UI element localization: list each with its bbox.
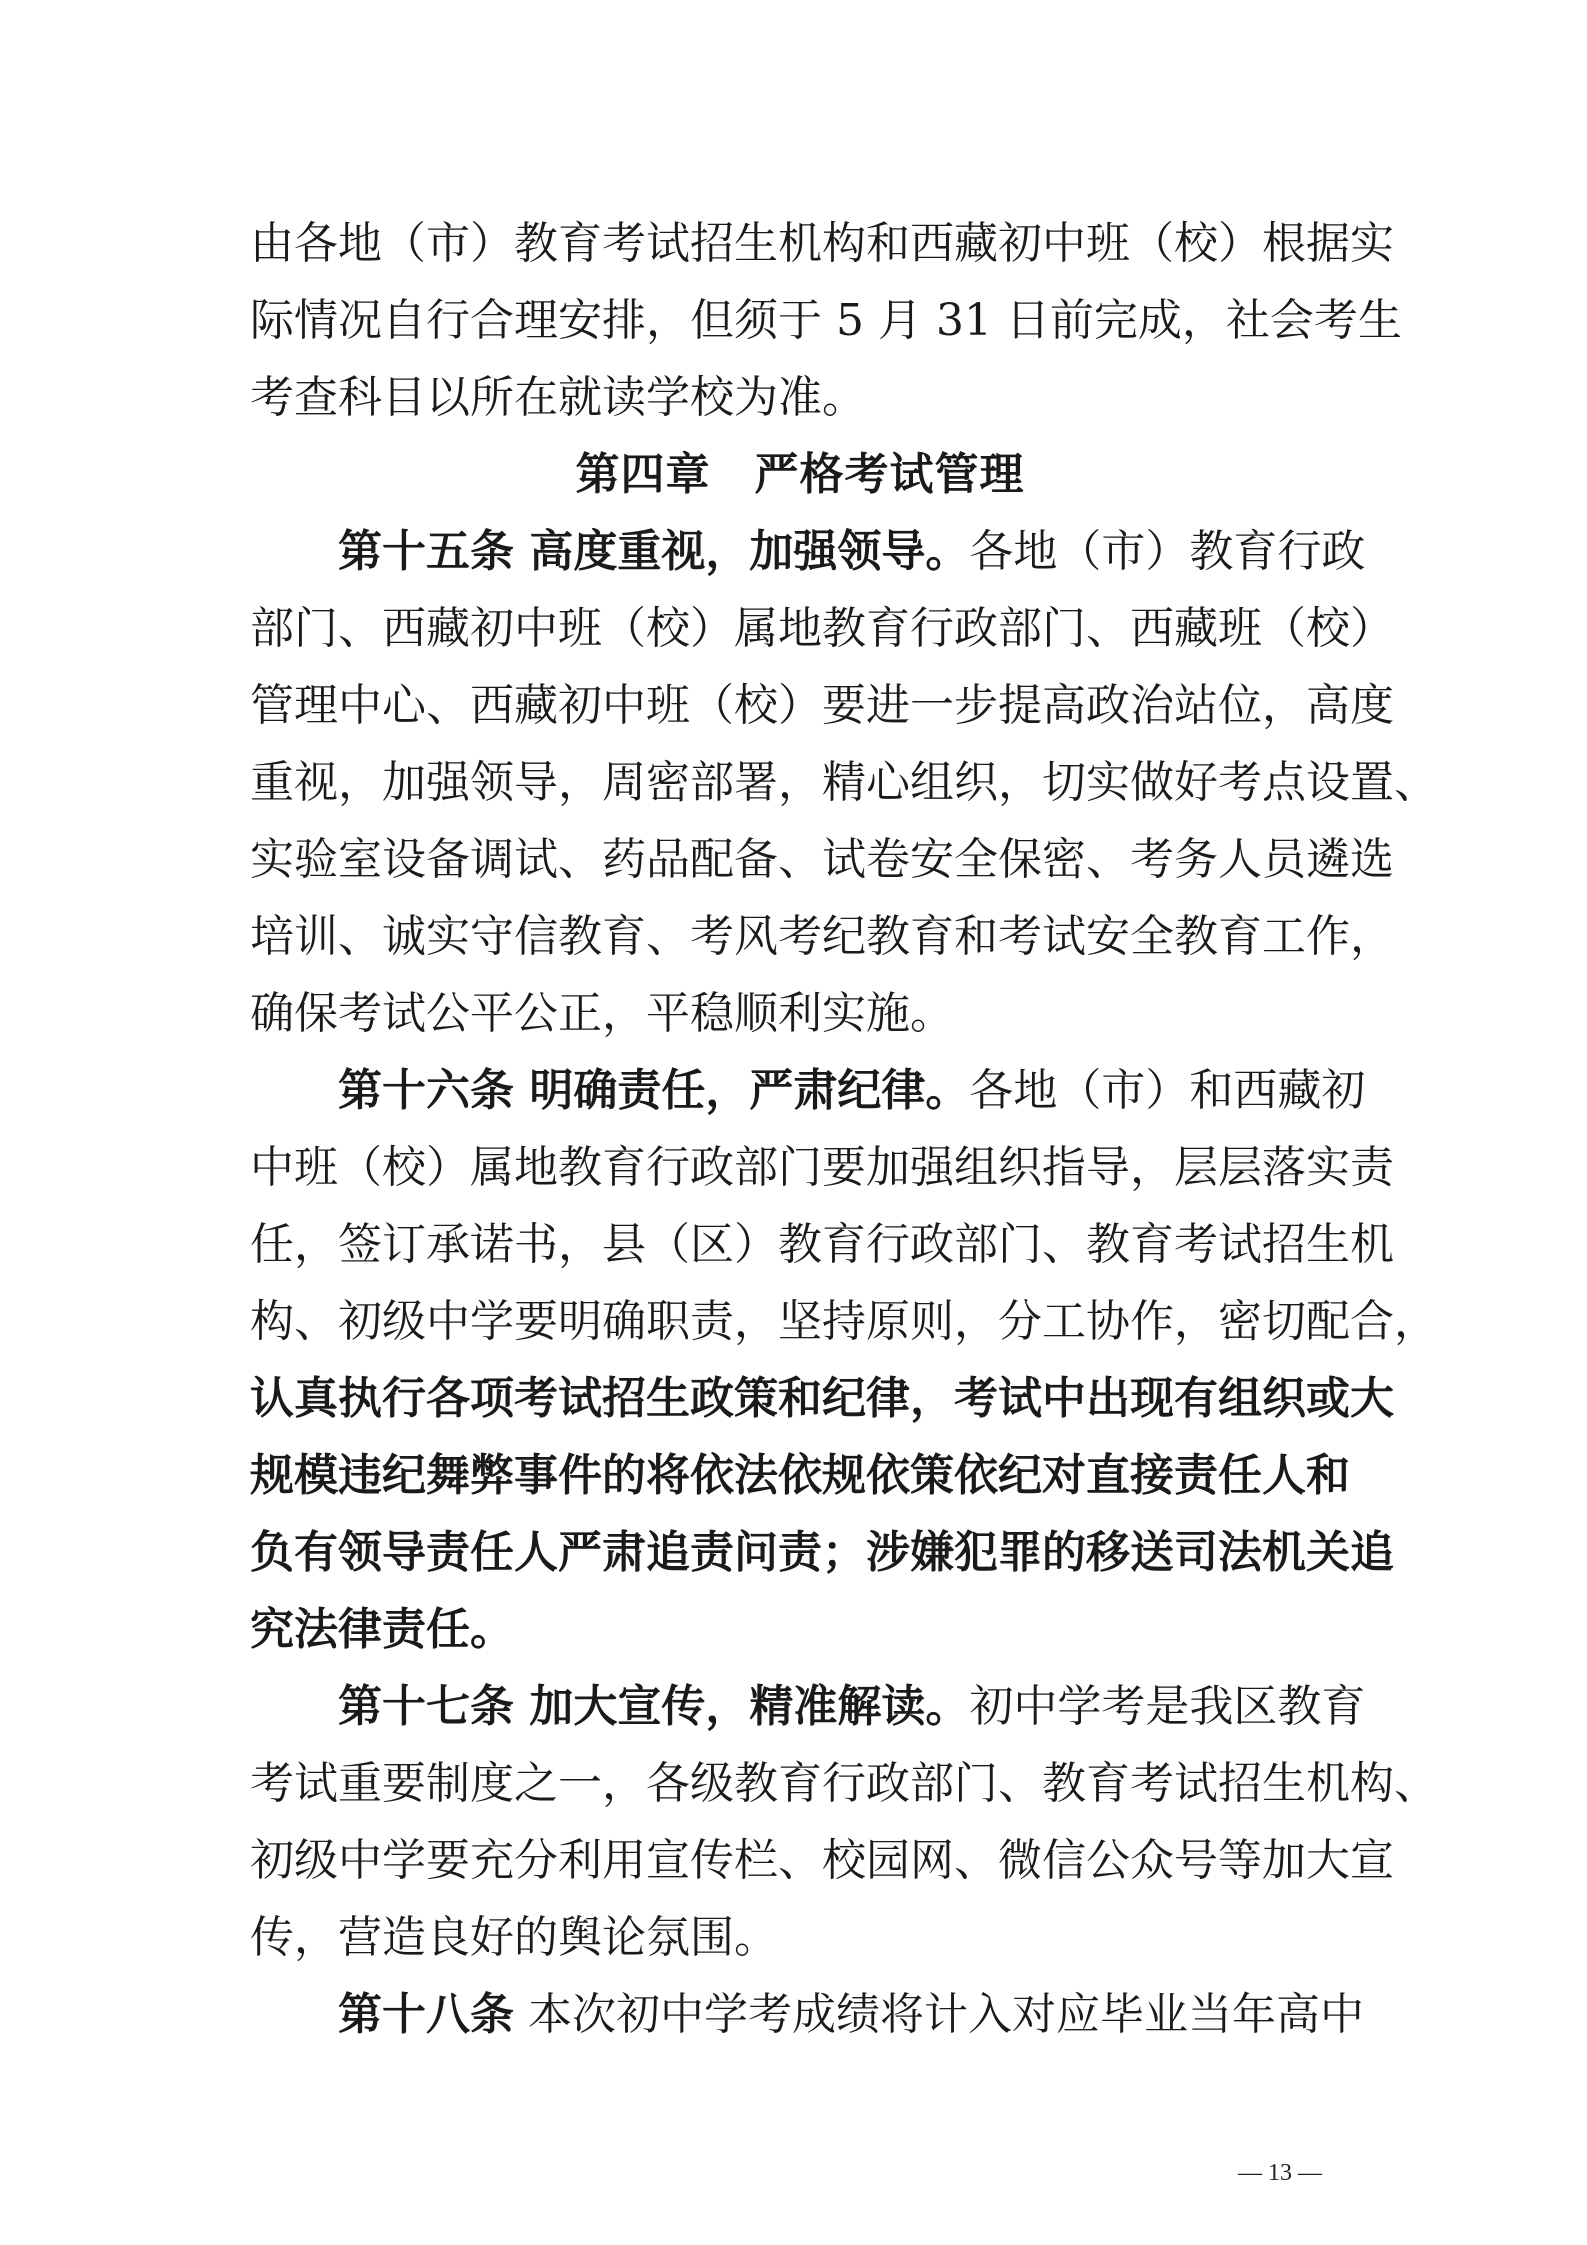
text-line: 管理中心、西藏初中班（校）要进一步提高政治站位，高度 (250, 680, 1394, 731)
text-line: 考查科目以所在就读学校为准。 (250, 372, 866, 423)
text-line: 中班（校）属地教育行政部门要加强组织指导，层层落实责 (250, 1142, 1394, 1193)
page-number: — 13 — (1238, 2160, 1322, 2186)
document-body (250, 205, 1438, 2053)
text-line: 实验室设备调试、药品配备、试卷安全保密、考务人员遴选 (250, 834, 1394, 885)
text-line: 确保考试公平公正，平稳顺利实施。 (250, 988, 954, 1039)
text-span: 初中学考是我区教育 (969, 1681, 1366, 1732)
text-line: 由各地（市）教育考试招生机构和西藏初中班（校）根据实 (250, 218, 1394, 269)
article-heading: 第十五条 高度重视，加强领导。 (338, 526, 970, 577)
text-line: 考试重要制度之一，各级教育行政部门、教育考试招生机构、 (250, 1758, 1438, 1809)
text-line: 构、初级中学要明确职责，坚持原则，分工协作，密切配合， (250, 1296, 1438, 1347)
text-line (250, 1052, 1366, 1129)
text-line: 初级中学要充分利用宣传栏、校园网、微信公众号等加大宣 (250, 1835, 1394, 1886)
text-line (250, 513, 1366, 590)
paragraph-intro (250, 205, 1402, 436)
text-line: 际情况自行合理安排，但须于 5 月 31 日前完成，社会考生 (250, 295, 1402, 346)
text-line: 培训、诚实守信教育、考风考纪教育和考试安全教育工作， (250, 911, 1394, 962)
text-span: 各地（市）和西藏初 (969, 1065, 1366, 1116)
bold-text-line: 认真执行各项考试招生政策和纪律，考试中出现有组织或大 (250, 1373, 1394, 1424)
article-heading: 第十八条 (338, 1989, 514, 2040)
chapter-heading (250, 436, 1350, 513)
article-heading: 第十七条 加大宣传，精准解读。 (338, 1681, 970, 1732)
text-line: 重视，加强领导，周密部署，精心组织，切实做好考点设置、 (250, 757, 1438, 808)
bold-text-line: 负有领导责任人严肃追责问责；涉嫌犯罪的移送司法机关追 (250, 1527, 1394, 1578)
chapter-number: 第四章 (575, 449, 711, 500)
text-line: 任，签订承诺书，县（区）教育行政部门、教育考试招生机 (250, 1219, 1394, 1270)
chapter-title: 严格考试管理 (754, 449, 1025, 500)
article-18 (250, 1976, 1364, 2053)
text-line: 部门、西藏初中班（校）属地教育行政部门、西藏班（校） (250, 603, 1394, 654)
bold-text-line: 规模违纪舞弊事件的将依法依规依策依纪对直接责任人和 (250, 1450, 1350, 1501)
article-17 (250, 1668, 1438, 1976)
article-15 (250, 513, 1438, 1052)
text-span: 各地（市）教育行政 (969, 526, 1366, 577)
bold-text-line: 究法律责任。 (250, 1604, 514, 1655)
article-16 (250, 1052, 1438, 1668)
text-line (250, 1976, 1364, 2053)
article-heading: 第十六条 明确责任，严肃纪律。 (338, 1065, 970, 1116)
text-span: 本次初中学考成绩将计入对应毕业当年高中 (514, 1989, 1364, 2040)
text-line: 传，营造良好的舆论氛围。 (250, 1912, 778, 1963)
text-line (250, 1668, 1366, 1745)
